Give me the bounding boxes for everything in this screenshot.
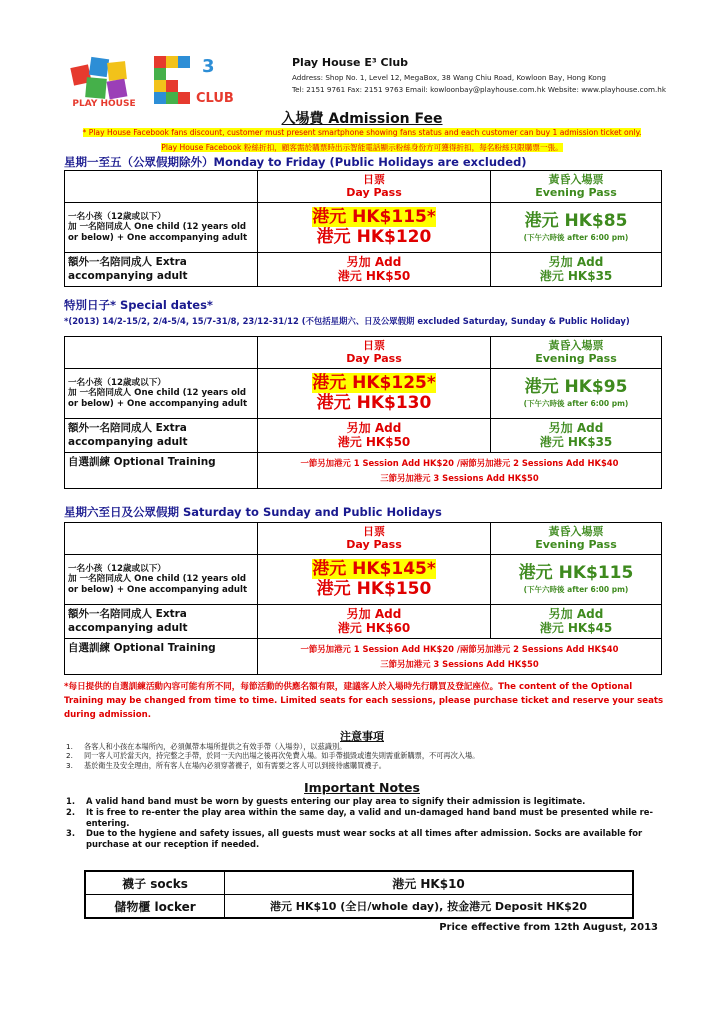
weekend-training-line1: 一節另加港元 1 Session Add HK$20 /兩節另加港元 2 Sessions Add HK$40 xyxy=(300,644,619,655)
notes-en-item: 1. A valid hand band must be worn by guests entering our play area to signify their admission is legitimate. xyxy=(66,796,586,806)
notes-en-heading: Important Notes xyxy=(304,780,420,795)
weekend-extra-evening-price xyxy=(491,605,662,639)
weekday-extra-day-price xyxy=(258,253,491,287)
weekend-child-day-regular-price: 港元 HK$150 xyxy=(316,578,432,599)
weekend-training-line2: 三節另加港元 3 Sessions Add HK$50 xyxy=(380,658,539,669)
special-training-prices xyxy=(258,453,662,489)
special-heading: 特別日子* Special dates* xyxy=(64,298,213,312)
weekday-extra-evening-price xyxy=(491,253,662,287)
weekend-training-prices xyxy=(258,639,662,675)
training-note: *每日提供的自選訓練活動內容可能有所不同，每節活動的供應名額有限，建議客人於入場時先行購買及登記座位。The content of the Optional Training may be changed from time to time. Limited seats for each sessions, please purchase ticket and reserve your seats during admission. xyxy=(64,682,664,721)
locker-label: 儲物櫃 locker xyxy=(85,895,225,919)
weekday-evening-time: (下午六時後 after 6:00 pm) xyxy=(523,232,629,242)
weekday-price-table xyxy=(64,170,662,287)
special-child-evening-value: 港元 HK$95 xyxy=(524,377,628,398)
play-house-logo-text: PLAY HOUSE xyxy=(72,99,136,108)
club-address: Address: Shop No. 1, Level 12, MegaBox, 38 Wang Chiu Road, Kowloon Bay, Hong Kong xyxy=(292,73,606,82)
socks-label: 襪子 socks xyxy=(85,871,225,895)
special-extra-label: 額外一名陪同成人 Extra accompanying adult xyxy=(65,419,258,453)
weekend-child-evening-value: 港元 HK$115 xyxy=(518,563,634,584)
special-extra-evening-value: 港元 HK$35 xyxy=(539,434,613,449)
weekday-evening-pass-en: Evening Pass xyxy=(535,185,617,199)
special-training-line2: 三節另加港元 3 Sessions Add HK$50 xyxy=(380,472,539,483)
special-extra-day-add: 另加 Add xyxy=(346,420,402,435)
play-house-logo xyxy=(64,52,144,108)
svg-text:3: 3 xyxy=(202,56,215,77)
notes-en-item: 2. It is free to re-enter the play area within the same day, a valid and un-damaged hand band must be presented while re-entering. xyxy=(66,806,653,828)
weekend-child-label xyxy=(65,555,258,605)
notes-zh-heading: 注意事項 xyxy=(340,730,384,743)
special-child-day-regular-price: 港元 HK$130 xyxy=(316,392,432,413)
special-day-pass-zh: 日票 xyxy=(363,338,385,352)
weekday-evening-pass-header xyxy=(491,171,662,203)
e3-club-logo-text: CLUB xyxy=(196,91,234,106)
special-evening-pass-header xyxy=(491,337,662,369)
page-title: 入場費 Admission Fee xyxy=(281,111,443,127)
weekday-extra-label: 額外一名陪同成人 Extra accompanying adult xyxy=(65,253,258,287)
weekday-child-day-price xyxy=(258,203,491,253)
effective-date: Price effective from 12th August, 2013 xyxy=(439,922,658,933)
special-day-pass-en: Day Pass xyxy=(346,351,402,365)
special-training-line1: 一節另加港元 1 Session Add HK$20 /兩節另加港元 2 Sessions Add HK$40 xyxy=(300,458,619,469)
weekend-child-zh: 一名小孩（12歲或以下） xyxy=(68,564,166,575)
weekday-day-pass-header xyxy=(258,171,491,203)
locker-price: 港元 HK$10 (全日/whole day), 按金港元 Deposit HK$20 xyxy=(225,895,634,919)
special-day-pass-header xyxy=(258,337,491,369)
notes-zh-list xyxy=(64,742,664,770)
notes-zh-item: 2. 同一客人可於當天內，持完整之手帶，於同一天內出場之後再次免費入場。如手帶損毀或遺失則需重新購票，不可再次入場。 xyxy=(66,751,480,761)
weekday-extra-evening-add: 另加 Add xyxy=(548,254,604,269)
special-child-zh: 一名小孩（12歲或以下） xyxy=(68,378,166,389)
special-child-day-fb-price: 港元 HK$125* xyxy=(312,372,436,393)
weekday-evening-pass-zh: 黃昏入場票 xyxy=(548,172,604,186)
special-child-evening-price xyxy=(491,369,662,419)
weekday-child-day-fb-price: 港元 HK$115* xyxy=(312,206,436,227)
notes-zh-item: 1. 各客人和小孩在本場所內，必須佩帶本場所提供之有效手帶（入場券），以茲識別。 xyxy=(66,742,347,751)
fb-discount-zh: Play House Facebook 粉絲折扣，顧客需於購票時出示智能電話顯示粉絲身份方可獲得折扣，每名粉絲只限購票一張。 xyxy=(161,143,563,152)
weekend-child-day-price xyxy=(258,555,491,605)
notes-en-list xyxy=(64,796,662,850)
special-evening-pass-en: Evening Pass xyxy=(535,351,617,365)
weekday-child-zh: 一名小孩（12歲或以下） xyxy=(68,212,166,223)
weekday-child-day-regular-price: 港元 HK$120 xyxy=(316,226,432,247)
special-training-label: 自選訓練 Optional Training xyxy=(65,453,258,489)
weekend-extra-day-value: 港元 HK$60 xyxy=(337,620,411,635)
e3-club-logo xyxy=(150,52,240,108)
weekend-child-mix: 加 一名陪同成人 One child (12 years old or below) + One accompanying adult xyxy=(68,574,248,595)
notes-zh-item: 3. 基於衛生及安全理由，所有客人在場內必須穿著襪子，如有需要之客人可以到接待處購買襪子。 xyxy=(66,760,386,770)
club-name: Play House E³ Club xyxy=(292,56,409,69)
special-corner-cell xyxy=(65,337,258,369)
special-child-mix: 加 一名陪同成人 One child (12 years old or below) + One accompanying adult xyxy=(68,388,248,409)
special-extra-evening-price xyxy=(491,419,662,453)
weekday-child-evening-price xyxy=(491,203,662,253)
club-contact: Tel: 2151 9761 Fax: 2151 9763 Email: kowloonbay@playhouse.com.hk Website: www.playhouse.com.hk xyxy=(292,85,666,94)
special-evening-time: (下午六時後 after 6:00 pm) xyxy=(523,398,629,408)
weekday-child-label xyxy=(65,203,258,253)
weekday-extra-day-add: 另加 Add xyxy=(346,254,402,269)
weekend-evening-pass-en: Evening Pass xyxy=(535,537,617,551)
weekend-extra-day-add: 另加 Add xyxy=(346,606,402,621)
weekday-child-evening-value: 港元 HK$85 xyxy=(524,211,628,232)
weekend-extra-evening-value: 港元 HK$45 xyxy=(539,620,613,635)
weekend-day-pass-en: Day Pass xyxy=(346,537,402,551)
weekend-training-label: 自選訓練 Optional Training xyxy=(65,639,258,675)
weekend-extra-evening-add: 另加 Add xyxy=(548,606,604,621)
special-child-label xyxy=(65,369,258,419)
weekend-price-table xyxy=(64,522,662,675)
fb-discount-en: * Play House Facebook fans discount, customer must present smartphone showing fans status and each customer can buy 1 admission ticket only. xyxy=(82,128,642,137)
special-child-day-price xyxy=(258,369,491,419)
weekday-child-mix: 加 一名陪同成人 One child (12 years old or below) + One accompanying adult xyxy=(68,222,248,243)
weekday-day-pass-en: Day Pass xyxy=(346,185,402,199)
special-extra-day-value: 港元 HK$50 xyxy=(337,434,411,449)
weekday-heading: 星期一至五（公眾假期除外）Monday to Friday (Public Holidays are excluded) xyxy=(64,155,527,169)
extras-table xyxy=(84,870,634,919)
weekend-child-evening-price xyxy=(491,555,662,605)
weekend-evening-time: (下午六時後 after 6:00 pm) xyxy=(523,584,629,594)
notes-en-item: 3. Due to the hygiene and safety issues, all guests must wear socks at all times after admission. Socks are available for purchase at our reception if needed. xyxy=(66,828,643,849)
weekend-extra-day-price xyxy=(258,605,491,639)
special-extra-evening-add: 另加 Add xyxy=(548,420,604,435)
weekend-evening-pass-zh: 黃昏入場票 xyxy=(548,524,604,538)
weekday-extra-evening-value: 港元 HK$35 xyxy=(539,268,613,283)
weekday-day-pass-zh: 日票 xyxy=(363,172,385,186)
special-price-table xyxy=(64,336,662,489)
weekend-heading: 星期六至日及公眾假期 Saturday to Sunday and Public Holidays xyxy=(64,505,442,519)
weekend-day-pass-header xyxy=(258,523,491,555)
special-evening-pass-zh: 黃昏入場票 xyxy=(548,338,604,352)
weekend-extra-label: 額外一名陪同成人 Extra accompanying adult xyxy=(65,605,258,639)
weekend-child-day-fb-price: 港元 HK$145* xyxy=(312,558,436,579)
weekend-evening-pass-header xyxy=(491,523,662,555)
weekend-day-pass-zh: 日票 xyxy=(363,524,385,538)
socks-price: 港元 HK$10 xyxy=(225,871,634,895)
special-dates: *(2013) 14/2-15/2, 2/4-5/4, 15/7-31/8, 23/12-31/12 (不包括星期六、日及公眾假期 excluded Saturday, Sunday & Public Holiday) xyxy=(64,316,630,326)
weekend-corner-cell xyxy=(65,523,258,555)
weekday-corner-cell xyxy=(65,171,258,203)
weekday-extra-day-value: 港元 HK$50 xyxy=(337,268,411,283)
special-extra-day-price xyxy=(258,419,491,453)
